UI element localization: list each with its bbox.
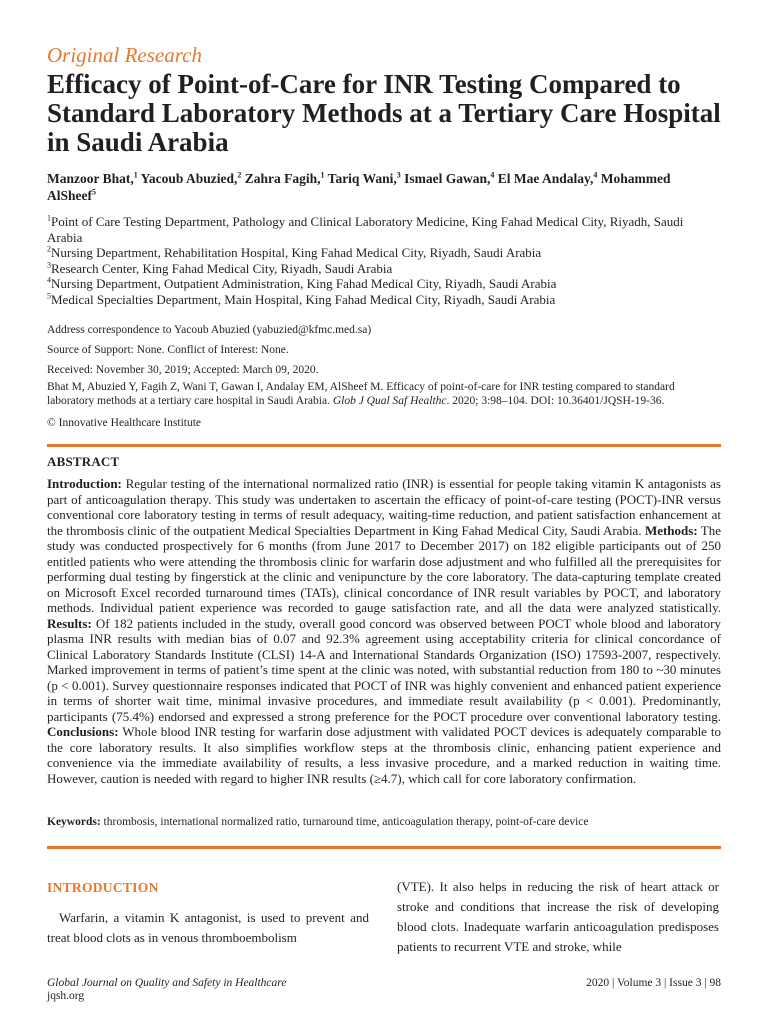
author-name: Yacoub Abuzied, bbox=[137, 171, 238, 186]
author-name: Ismael Gawan, bbox=[400, 171, 491, 186]
affiliation-item bbox=[47, 292, 721, 308]
author-affil-ref: 4 bbox=[593, 170, 598, 180]
article-title: Efficacy of Point-of-Care for INR Testing Compared to Standard Laboratory Methods at a Tertiary Care Hospital in Saudi Arabia bbox=[47, 69, 721, 157]
abstract-conclusions-label: Conclusions: bbox=[47, 724, 119, 739]
citation-journal: Glob J Qual Saf Healthc bbox=[332, 395, 447, 407]
affiliation-item bbox=[47, 276, 721, 292]
affiliation-text: Point of Care Testing Department, Pathology and Clinical Laboratory Medicine, King Fahad Medical City, Riyadh, Saudi Arabia bbox=[47, 214, 684, 245]
article-page bbox=[47, 0, 721, 1024]
affiliation-number: 5 bbox=[47, 291, 51, 301]
author-name: Manzoor Bhat, bbox=[47, 171, 134, 186]
divider-top bbox=[47, 444, 721, 447]
section-label: Original Research bbox=[47, 43, 202, 67]
abstract-conclusions-text: Whole blood INR testing for warfarin dose adjustment with validated POCT devices is adequately comparable to the core laboratory results. It also simplifies workflow steps at the thrombosis clinic, enhancing patient experience and convenience via the immediate availability of results, a less invasive procedure, and a marked reduction in waiting time. However, caution is needed with regard to higher INR results (≥4.7), which call for core laboratory confirmation. bbox=[47, 724, 721, 786]
author-name: Tariq Wani, bbox=[324, 171, 397, 186]
keywords-line bbox=[47, 815, 721, 829]
affiliation-list bbox=[47, 214, 721, 307]
correspondence-line: Address correspondence to Yacoub Abuzied (yabuzied@kfmc.med.sa) bbox=[47, 324, 372, 336]
affiliation-item bbox=[47, 214, 721, 245]
citation-details: . 2020; 3:98–104. DOI: 10.36401/JQSH-19-36. bbox=[446, 395, 665, 407]
author-affil-ref: 1 bbox=[133, 170, 138, 180]
keywords-text: thrombosis, international normalized ratio, turnaround time, anticoagulation therapy, point-of-care device bbox=[100, 816, 589, 828]
author-affil-ref: 2 bbox=[237, 170, 242, 180]
abstract-results-text: Of 182 patients included in the study, overall good concord was observed between POCT whole blood and laboratory plasma INR results with median bias of 0.07 and 92.3% agreement using acceptability criteria for clinical concordance of Clinical Laboratory Standards Institute (CLSI) 14-A and International Standards Organization (ISO) 17593-2007, respectively. Marked improvement in terms of patient’s time spent at the clinic was noted, with substantial reduction from 180 to ~30 minutes (p < 0.001). Survey questionnaire responses indicated that POCT of INR was highly convenient and enhanced patient experience in terms of shorter wait time, minimal invasive procedures, and immediate result availability (p < 0.001). Predominantly, participants (75.4%) endorsed and expressed a strong preference for the POCT procedure over conventional laboratory testing. bbox=[47, 615, 721, 724]
copyright-line: © Innovative Healthcare Institute bbox=[47, 417, 202, 429]
keywords-label: Keywords: bbox=[47, 816, 101, 828]
introduction-paragraph: Warfarin, a vitamin K antagonist, is used to prevent and treat blood clots as in venous thromboembolism bbox=[47, 910, 369, 945]
author-affil-ref: 4 bbox=[490, 170, 495, 180]
affiliation-number: 1 bbox=[47, 213, 51, 223]
footer-journal bbox=[47, 977, 286, 1003]
abstract-results-label: Results: bbox=[47, 615, 92, 631]
author-list bbox=[47, 170, 721, 204]
author-affil-ref: 5 bbox=[92, 187, 96, 197]
footer-journal-name: Global Journal on Quality and Safety in Healthcare bbox=[47, 977, 287, 989]
body-column-left bbox=[47, 878, 369, 948]
author-name: Zahra Fagih, bbox=[241, 171, 321, 186]
author-name: Mohammed AlSheef bbox=[47, 171, 671, 203]
abstract-methods-label: Methods: bbox=[644, 522, 698, 538]
support-line: Source of Support: None. Conflict of Interest: None. bbox=[47, 344, 289, 356]
citation-line bbox=[47, 380, 721, 408]
author-name: El Mae Andalay, bbox=[494, 171, 594, 186]
dates-line: Received: November 30, 2019; Accepted: March 09, 2020. bbox=[47, 364, 319, 376]
author-affil-ref: 1 bbox=[320, 170, 325, 180]
affiliation-item bbox=[47, 261, 721, 277]
abstract-methods-text: The study was conducted prospectively for 6 months (from June 2017 to December 2017) on 182 eligible participants out of 250 entitled patients who were attending the thrombosis clinic for warfarin dose adjustment and who fulfilled all the prerequisites for performing dual testing by fingerstick at the clinic and venipuncture by the core laboratory. The data-capturing template created on Microsoft Excel recorded turnaround times (TATs), clinical concordance of INR result variables by POCT, and laboratory methods. Individual patient experience was recorded to gauge satisfaction rate, and all the data were analyzed statistically. bbox=[47, 522, 721, 615]
affiliation-item bbox=[47, 245, 721, 261]
affiliation-number: 3 bbox=[47, 260, 51, 270]
affiliation-text: Research Center, King Fahad Medical City, Riyadh, Saudi Arabia bbox=[51, 260, 393, 276]
affiliation-text: Nursing Department, Outpatient Administration, King Fahad Medical City, Riyadh, Saudi Arabia bbox=[51, 276, 557, 291]
body-column-right bbox=[397, 877, 719, 957]
footer-issue: 2020 | Volume 3 | Issue 3 | 98 bbox=[586, 977, 721, 989]
abstract-intro-text: Regular testing of the international normalized ratio (INR) is essential for people taking vitamin K antagonists as part of anticoagulation therapy. This study was undertaken to ascertain the efficacy of point-of-care testing (POCT)-INR versus conventional core laboratory testing in terms of result adequacy, waiting-time reduction, and patient satisfaction enhancement at the thrombosis clinic of the outpatient Medical Specialties Department in King Fahad Medical City, Saudi Arabia. bbox=[47, 476, 721, 538]
author-affil-ref: 3 bbox=[396, 170, 401, 180]
divider-bottom bbox=[47, 846, 721, 849]
citation-text: Bhat M, Abuzied Y, Fagih Z, Wani T, Gawan I, Andalay EM, AlSheef M. Efficacy of point-of-care for INR testing compared to standard laboratory methods at a tertiary care hospital in Saudi Arabia. bbox=[47, 381, 675, 407]
affiliation-text: Medical Specialties Department, Main Hospital, King Fahad Medical City, Riyadh, Saudi Arabia bbox=[51, 291, 556, 307]
introduction-paragraph-continued: (VTE). It also helps in reducing the risk of heart attack or stroke and conditions that increase the risk of developing blood clots. Inadequate warfarin anticoagulation predisposes patients to recurrent VTE and stroke, while bbox=[397, 879, 719, 954]
affiliation-number: 2 bbox=[47, 244, 51, 254]
abstract-intro-label: Introduction: bbox=[47, 476, 122, 491]
affiliation-number: 4 bbox=[47, 275, 51, 285]
abstract-body bbox=[47, 476, 721, 786]
abstract-heading: ABSTRACT bbox=[47, 454, 120, 469]
affiliation-text: Nursing Department, Rehabilitation Hospital, King Fahad Medical City, Riyadh, Saudi Arabia bbox=[51, 245, 542, 260]
footer-url[interactable]: jqsh.org bbox=[47, 990, 85, 1002]
introduction-heading: INTRODUCTION bbox=[47, 880, 159, 895]
